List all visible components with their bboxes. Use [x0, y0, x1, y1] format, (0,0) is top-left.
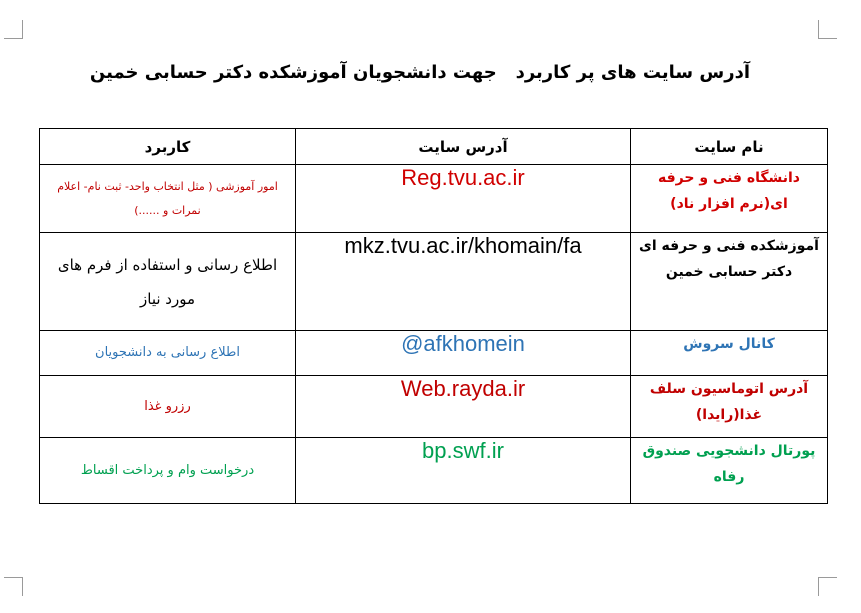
page-corner-mark	[4, 577, 23, 596]
site-address-link[interactable]: Reg.tvu.ac.ir	[296, 165, 631, 233]
table-row	[40, 165, 828, 233]
page-corner-mark	[4, 20, 23, 39]
page-corner-mark	[818, 20, 837, 39]
site-address-link[interactable]: Web.rayda.ir	[296, 376, 631, 438]
site-usage: امور آموزشی ( مثل انتخاب واحد- ثبت نام- اعلام نمرات و ......)	[40, 165, 296, 233]
site-usage: اطلاع رسانی و استفاده از فرم های مورد نیاز	[40, 233, 296, 331]
table-row	[40, 331, 828, 376]
site-name: دانشگاه فنی و حرفه ای(نرم افزار ناد)	[631, 165, 828, 233]
site-address-link[interactable]: bp.swf.ir	[296, 438, 631, 504]
site-usage: رزرو غذا	[40, 376, 296, 438]
site-name: آدرس اتوماسیون سلف غذا(رایدا)	[631, 376, 828, 438]
sites-table	[39, 128, 828, 504]
site-name: کانال سروش	[631, 331, 828, 376]
table-row	[40, 376, 828, 438]
site-usage: درخواست وام و پرداخت اقساط	[40, 438, 296, 504]
table-row	[40, 438, 828, 504]
header-site-address: آدرس سایت	[296, 129, 631, 165]
table-row	[40, 233, 828, 331]
header-site-name: نام سایت	[631, 129, 828, 165]
document-title: آدرس سایت های پر کاربرد جهت دانشجویان آموزشکده دکتر حسابی خمین	[89, 62, 750, 83]
site-name: آموزشکده فنی و حرفه ای دکتر حسابی خمین	[631, 233, 828, 331]
site-address-link[interactable]: mkz.tvu.ac.ir/khomain/fa	[296, 233, 631, 331]
page-corner-mark	[818, 577, 837, 596]
site-usage: اطلاع رسانی به دانشجویان	[40, 331, 296, 376]
header-usage: کاربرد	[40, 129, 296, 165]
site-name: پورتال دانشجویی صندوق رفاه	[631, 438, 828, 504]
table-header-row	[40, 129, 828, 165]
site-address-link[interactable]: @afkhomein	[296, 331, 631, 376]
